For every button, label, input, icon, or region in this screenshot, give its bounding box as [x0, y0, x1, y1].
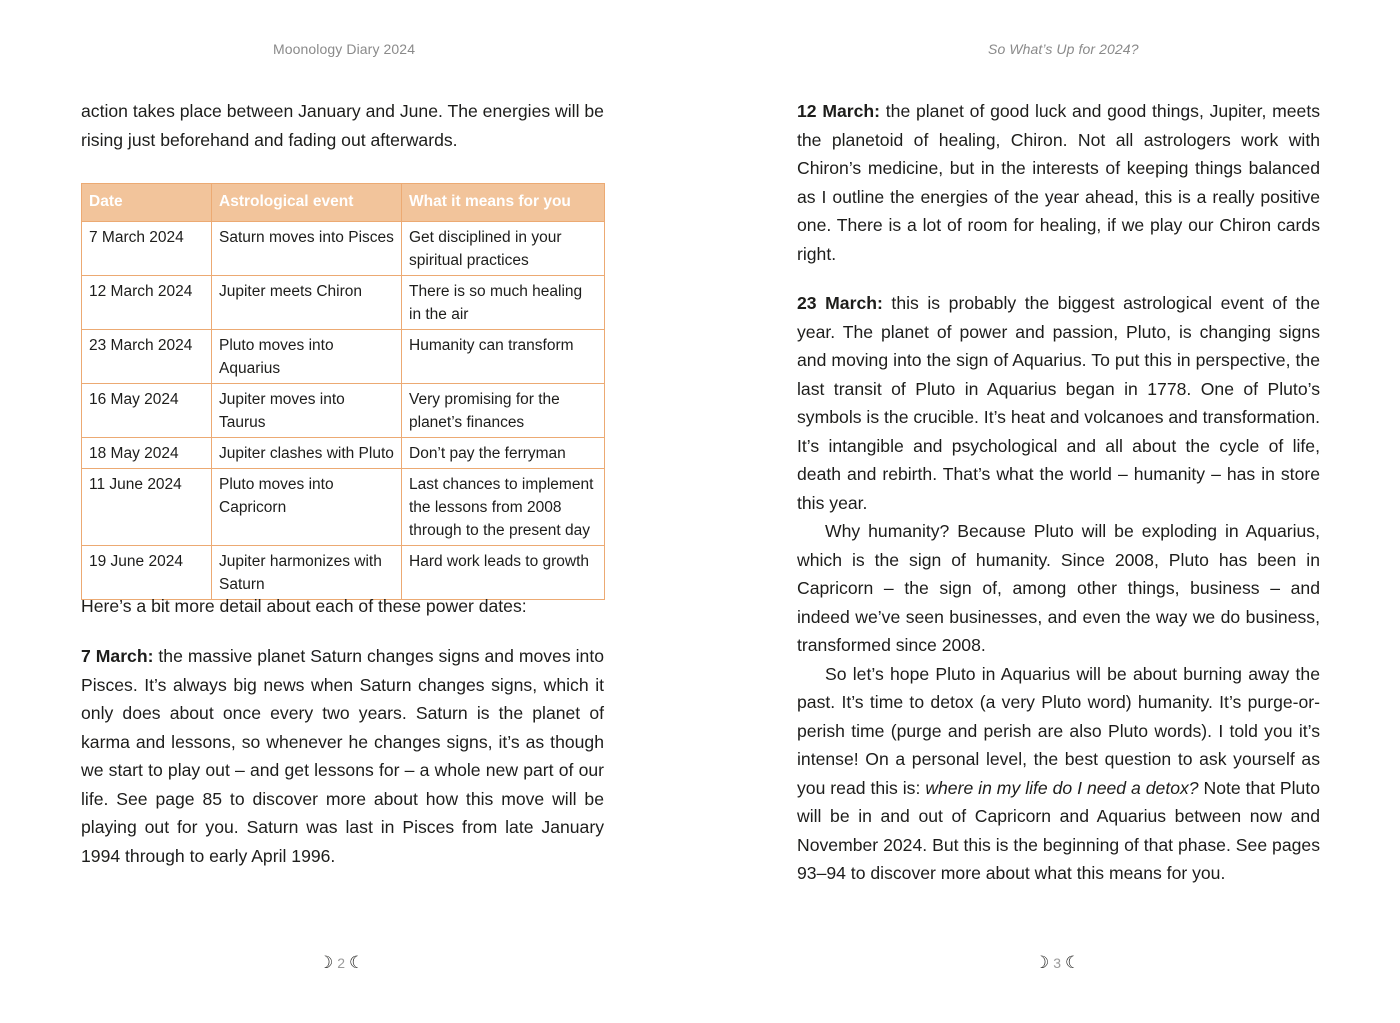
march-12-label: 12 March:: [797, 101, 881, 121]
table-header-row: [82, 184, 605, 222]
table-row: [82, 276, 605, 330]
cell-date: 16 May 2024: [82, 384, 212, 438]
cell-meaning: Don’t pay the ferryman: [402, 438, 605, 469]
intro-line-2: rising just beforehand and fading out afterwards.: [81, 129, 458, 150]
cell-event: Jupiter clashes with Pluto: [212, 438, 402, 469]
table-row: [82, 469, 605, 546]
page-number-right: [1034, 953, 1080, 973]
cell-meaning: Very promising for the planet’s finances: [402, 384, 605, 438]
table-row: [82, 330, 605, 384]
header-event: Astrological event: [212, 184, 402, 222]
cell-meaning: Humanity can transform: [402, 330, 605, 384]
page-number-text: 2: [337, 955, 346, 971]
cell-date: 19 June 2024: [82, 546, 212, 600]
cell-event: Jupiter harmonizes with Saturn: [212, 546, 402, 600]
march-7-label: 7 March:: [81, 646, 154, 666]
right-page: [700, 0, 1400, 1023]
cell-meaning: Last chances to implement the lessons from 2008 through to the present day: [402, 469, 605, 546]
cell-event: Jupiter moves into Taurus: [212, 384, 402, 438]
table-row: [82, 384, 605, 438]
march-12-text: the planet of good luck and good things, Jupiter, meets the planetoid of healing, Chiron. Not all astrologers work with Chiron’s medicine, but in the interests of keeping things balanced as I outline the energies of the year ahead, this is a really positive one. There is a lot of room for healing, if we play our Chiron cards right.: [797, 101, 1321, 264]
table-row: [82, 222, 605, 276]
header-date: Date: [82, 184, 212, 222]
march-23-label: 23 March:: [797, 293, 883, 313]
intro-paragraph: [81, 97, 604, 154]
hope-text-a: So let’s hope Pluto in Aquarius will be about burning away the past. It’s time to detox (a very Pluto word) humanity. It’s purge-or-perish time (purge and perish are also Pluto words). I told you it’s intense! On a personal level, the best question to ask yourself as you read this is:: [797, 663, 1320, 798]
detail-intro: [81, 592, 604, 621]
hope-text-b: Note that Pluto will be in and out of Capricorn and Aquarius between now and November 2024. But this is the beginning of that phase. See pages 93–94 to discover more about what this means for you.: [797, 777, 1320, 883]
cell-meaning: Get disciplined in your spiritual practices: [402, 222, 605, 276]
intro-line-1: action takes place between January and June. The energies will be: [81, 101, 604, 121]
cell-date: 11 June 2024: [82, 469, 212, 546]
cell-date: 12 March 2024: [82, 276, 212, 330]
hope-italic-question: where in my life do I need a detox?: [925, 777, 1199, 798]
detail-intro-text: Here’s a bit more detail about each of these power dates:: [81, 596, 527, 616]
waxing-crescent-icon: ☽: [1034, 953, 1050, 972]
march-7-paragraph: [81, 642, 604, 870]
page-number-text: 3: [1053, 955, 1062, 971]
waning-crescent-icon: ☾: [349, 953, 365, 972]
march-7-text: the massive planet Saturn changes signs and moves into Pisces. It’s always big news when Saturn changes signs, which it only does about once every two years. Saturn is the planet of karma and lessons, so whenever he changes signs, it’s as though we start to play out – and get lessons for – a whole new part of our life. See page 85 to discover more about how this move will be playing out for you. Saturn was last in Pisces from late January 1994 through to early April 1996.: [81, 646, 604, 866]
cell-date: 23 March 2024: [82, 330, 212, 384]
march-12-paragraph: [797, 97, 1320, 268]
waxing-crescent-icon: ☽: [318, 953, 334, 972]
march-23-text: this is probably the biggest astrological event of the year. The planet of power and passion, Pluto, is changing signs and moving into the sign of Aquarius. To put this in perspective, the last transit of Pluto in Aquarius began in 1778. One of Pluto’s symbols is the crucible. It’s heat and volcanoes and transformation. It’s intangible and psychological and all about the cycle of life, death and rebirth. That’s what the world – humanity – has in store this year.: [797, 293, 1321, 513]
page-number-left: [318, 953, 364, 973]
humanity-paragraph: Why humanity? Because Pluto will be exploding in Aquarius, which is the sign of humanity. Since 2008, Pluto has been in Capricorn – the sign of, among other things, business – and indeed we’ve seen businesses, and even the way we do business, transformed since 2008.: [797, 521, 1320, 655]
running-head-right: So What’s Up for 2024?: [988, 41, 1139, 57]
running-head-left: Moonology Diary 2024: [273, 41, 416, 57]
waning-crescent-icon: ☾: [1065, 953, 1081, 972]
cell-event: Jupiter meets Chiron: [212, 276, 402, 330]
cell-event: Saturn moves into Pisces: [212, 222, 402, 276]
cell-date: 18 May 2024: [82, 438, 212, 469]
march-23-section: [797, 289, 1320, 888]
power-dates-table: [81, 183, 605, 600]
header-meaning: What it means for you: [402, 184, 605, 222]
cell-event: Pluto moves into Capricorn: [212, 469, 402, 546]
table-row: [82, 438, 605, 469]
cell-date: 7 March 2024: [82, 222, 212, 276]
cell-meaning: Hard work leads to growth: [402, 546, 605, 600]
cell-meaning: There is so much healing in the air: [402, 276, 605, 330]
cell-event: Pluto moves into Aquarius: [212, 330, 402, 384]
hope-paragraph: [797, 660, 1320, 888]
